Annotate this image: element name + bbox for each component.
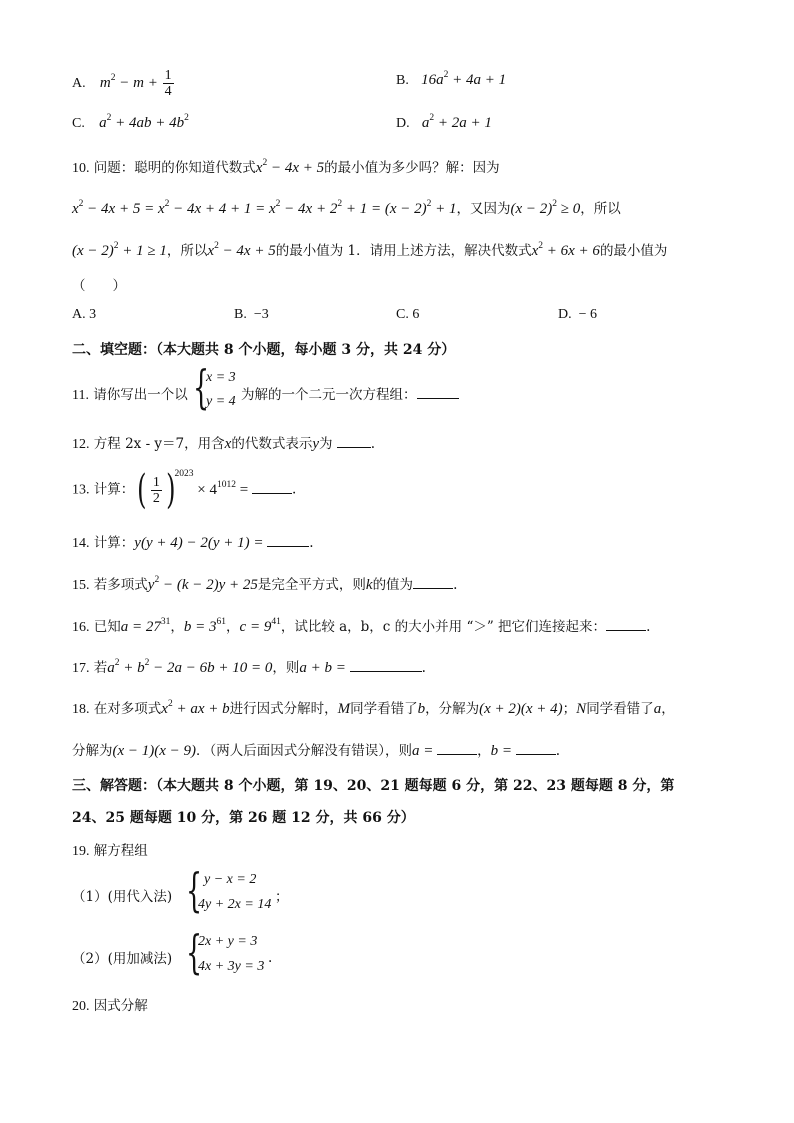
q18-line-1: 18. 在对多项式$x^2$ + ax + b进行因式分解时，M同学看错了b，分解为(x + 2)(x + 4)；N同学看错了a， [72, 699, 675, 717]
system-equation-1: x = 3 [206, 370, 236, 385]
system-equation-1: y − x = 2 [204, 872, 257, 887]
q11: 11. 请你写出一个以 [72, 387, 188, 403]
system-equation-2: 4y + 2x = 14 [198, 897, 272, 912]
answer-blank[interactable] [516, 742, 556, 755]
q17: 17. 若$a^2 + b^2 - 2a - 6b + 10 = 0$，则a + b = . [72, 658, 426, 676]
question-number: 20. [72, 999, 90, 1014]
question-number: 17. [72, 661, 90, 676]
q10-option-b: B. −3 [234, 307, 269, 322]
brace-icon: { [186, 925, 203, 979]
system-equation-2: y = 4 [206, 394, 236, 409]
answer-blank[interactable] [413, 576, 453, 589]
punctuation: . [268, 950, 273, 966]
q10-option-c: C. 6 [396, 307, 420, 322]
question-number: 11. [72, 388, 89, 403]
section-3-heading-line-2: 24、25 题每题 10 分，第 26 题 12 分，共 66 分） [72, 810, 415, 826]
brace-icon: { [186, 863, 203, 917]
answer-blank[interactable] [350, 659, 422, 672]
fraction: $\frac{1}{2}$ [152, 474, 160, 506]
q14: 14. 计算：y(y + 4) − 2(y + 1) = . [72, 535, 314, 551]
q11-tail: 为解的一个二元一次方程组： [241, 383, 459, 403]
q9-option-b: B. $16a^2 + 4a + 1$ [396, 70, 507, 88]
question-number: 12. [72, 437, 90, 452]
option-label: A. [72, 75, 86, 91]
q9-option-d: D. $a^2 + 2a + 1$ [396, 113, 492, 131]
q13: 13. 计算：( $\frac{1}{2}$ )$^{2023} \times 4^{1012}$ = . [72, 467, 297, 513]
fraction: $\frac{1}{4}$ [164, 68, 172, 99]
brace-icon: { [193, 360, 210, 414]
q18-line-2: 分解为(x − 1)(x − 9)．（两人后面因式分解没有错误），则a = ，b = . [72, 743, 561, 759]
answer-blank[interactable] [437, 742, 477, 755]
answer-blank[interactable] [267, 534, 309, 547]
question-number: 16. [72, 620, 90, 635]
answer-blank[interactable] [417, 386, 459, 399]
question-number: 18. [72, 702, 90, 717]
q10-line-1: 10. 问题：聪明的你知道代数式$x^2 - 4x + 5$的最小值为多少吗？解：因为 [72, 158, 500, 176]
q16: 16. 已知$a = 27^{31}$，$b = 3^{61}$，$c = 9^{41}$，试比较 a，b，c 的大小并用 “＞” 把它们连接起来： . [72, 617, 651, 635]
q20-title: 20. 因式分解 [72, 998, 148, 1014]
question-number: 14. [72, 536, 90, 551]
answer-blank[interactable] [252, 481, 292, 494]
q19-part-1-label: （1）(用代入法) [72, 889, 173, 905]
question-number: 13. [72, 482, 90, 498]
question-number: 19. [72, 844, 90, 859]
question-number: 10. [72, 161, 90, 176]
system-equation-2: 4x + 3y = 3 [198, 959, 265, 974]
q10-line-2: $x^2 - 4x + 5 = x^2 - 4x + 4 + 1 = x^2 - 4x + 2^2 + 1 = (x - 2)^2 + 1$，又因为$(x - 2)^2 \ge 0$，所以 [72, 199, 621, 217]
q15: 15. 若多项式$y^2 - (k - 2)y + 25$是完全平方式，则k的值为 . [72, 575, 458, 593]
q19-part-2-label: （2）(用加减法) [72, 951, 173, 967]
section-2-heading: 二、填空题：（本大题共 8 个小题，每小题 3 分，共 24 分） [72, 342, 456, 358]
math-term: − m + [115, 74, 162, 91]
q10-option-d: D. − 6 [558, 307, 598, 322]
q10-option-a: A. 3 [72, 307, 97, 322]
system-equation-1: 2x + y = 3 [198, 934, 258, 949]
option-label: B. [396, 73, 409, 88]
answer-paren: （ ） [72, 278, 126, 294]
answer-blank[interactable] [337, 435, 371, 448]
punctuation: ； [275, 889, 289, 905]
q9-option-c: C. $a^2 + 4ab + 4b^2$ [72, 113, 189, 131]
q9-option-a [72, 68, 175, 99]
option-label: D. [396, 116, 410, 131]
question-number: 15. [72, 578, 90, 593]
answer-blank[interactable] [606, 618, 646, 631]
option-label: C. [72, 116, 85, 131]
exponent: 2 [110, 72, 116, 83]
section-3-heading-line-1: 三、解答题：（本大题共 8 个小题，第 19、20、21 题每题 6 分，第 22、23 题每题 8 分，第 [72, 778, 675, 794]
q12: 12. 方程 2x - y＝7，用含x的代数式表示y为 . [72, 436, 376, 452]
q10-line-3: $(x - 2)^2 + 1 \ge 1$，所以$x^2 - 4x + 5$的最小值为 1．请用上述方法，解决代数式$x^2 + 6x + 6$的最小值为 [72, 241, 668, 259]
math-term: m [99, 74, 111, 91]
q19-title: 19. 解方程组 [72, 843, 148, 859]
